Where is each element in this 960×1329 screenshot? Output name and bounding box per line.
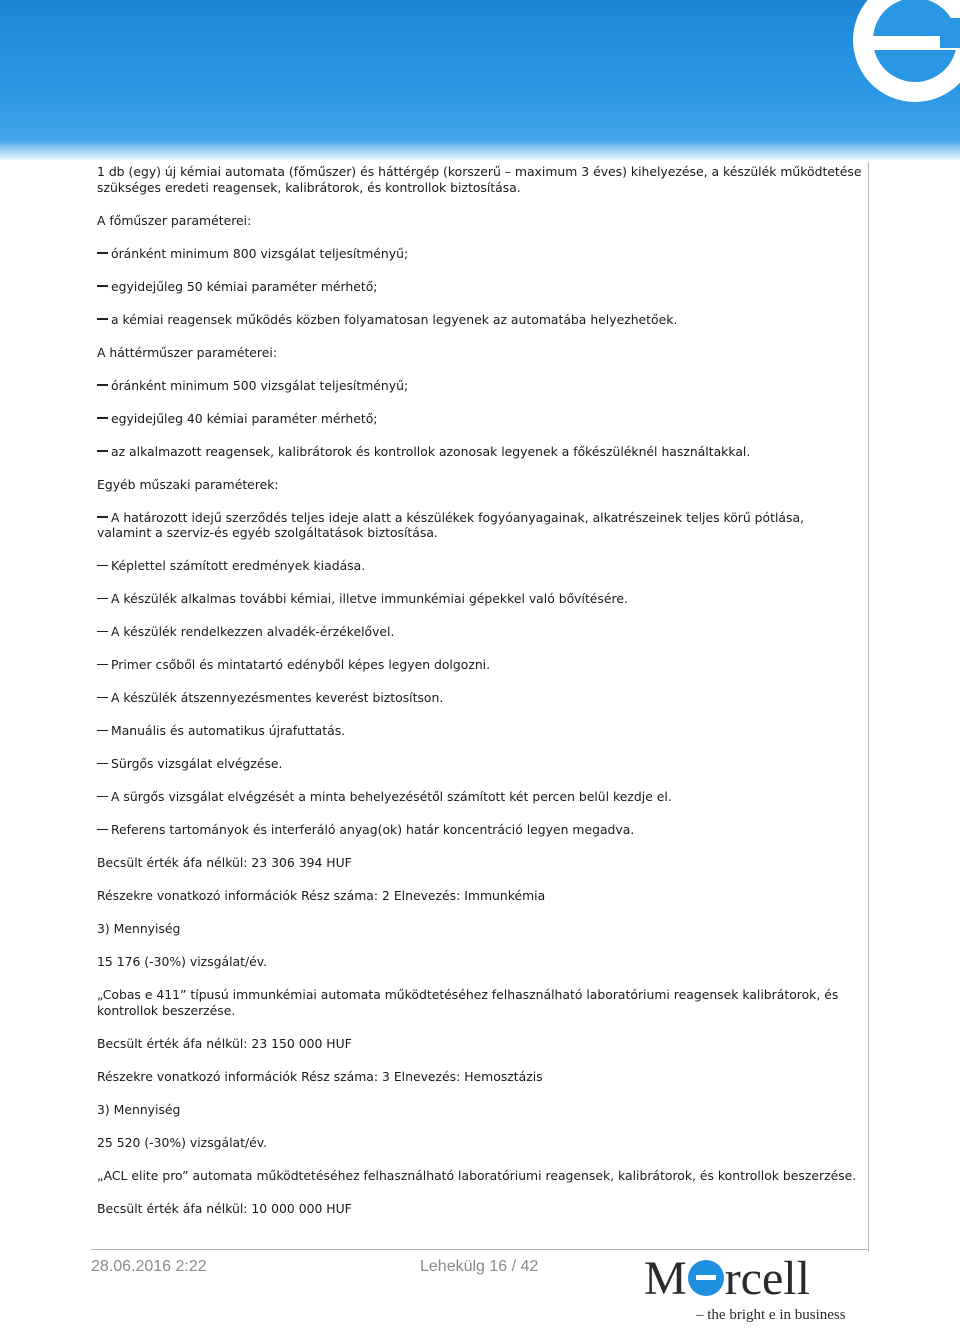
paragraph-text: 25 520 (-30%) vizsgálat/év.	[97, 1134, 268, 1150]
bullet-item	[97, 723, 862, 739]
bullet-item	[97, 510, 862, 541]
bullet-item	[97, 279, 862, 295]
dash-bullet-icon	[97, 796, 108, 798]
brand-wordmark: M rcell	[644, 1252, 810, 1305]
footer-page-number: Lehekülg 16 / 42	[420, 1258, 539, 1275]
bullet-item	[97, 756, 862, 772]
paragraph	[97, 1168, 862, 1184]
paragraph	[97, 345, 862, 361]
paragraph	[97, 855, 862, 871]
paragraph	[97, 1069, 862, 1085]
e-logo-icon	[810, 0, 960, 120]
paragraph-text: 15 176 (-30%) vizsgálat/év.	[97, 954, 268, 969]
paragraph-text: „ACL elite pro” automata működtetéséhez felhasználható laboratóriumi reagensek, kalibrátorok, és kontrollok beszerzése.	[97, 1167, 857, 1183]
paragraph-text: óránként minimum 800 vizsgálat teljesítményű;	[111, 245, 409, 261]
paragraph-text: A határozott idejű szerződés teljes ideje alatt a készülékek fogyóanyagainak, alkatrészeinek teljes körű pótlása, valamint a szerviz-és egyéb szolgáltatások biztosítása.	[97, 509, 805, 540]
paragraph-text: A készülék alkalmas további kémiai, illetve immunkémiai gépekkel való bővítésére.	[111, 591, 628, 606]
dash-bullet-icon	[97, 516, 108, 518]
bullet-item	[97, 246, 862, 262]
bullet-item	[97, 411, 862, 427]
dash-bullet-icon	[97, 631, 108, 633]
paragraph-text: „Cobas e 411” típusú immunkémiai automata működtetéséhez felhasználható laboratóriumi reagensek kalibrátorok, és kontrollok beszerzése.	[97, 987, 839, 1018]
paragraph	[97, 1135, 862, 1151]
paragraph-text: egyidejűleg 50 kémiai paraméter mérhető;	[111, 278, 378, 294]
paragraph-text: Sürgős vizsgálat elvégzése.	[111, 756, 283, 771]
paragraph-text: Becsült érték áfa nélkül: 23 306 394 HUF	[97, 855, 352, 870]
paragraph-text: a kémiai reagensek működés közben folyamatosan legyenek az automatába helyezhetőek.	[111, 311, 678, 327]
footer-date: 28.06.2016 2:22	[91, 1258, 207, 1275]
paragraph-text: Egyéb műszaki paraméterek:	[97, 476, 279, 492]
paragraph-text: Részekre vonatkozó információk Rész száma: 3 Elnevezés: Hemosztázis	[97, 1068, 543, 1084]
bullet-item	[97, 624, 862, 640]
right-margin-rule	[868, 162, 869, 1252]
paragraph-text: A sürgős vizsgálat elvégzését a minta behelyezésétől számított két percen belül kezdje el.	[111, 789, 672, 804]
dash-bullet-icon	[97, 598, 108, 600]
dash-bullet-icon	[97, 417, 108, 419]
paragraph-text: az alkalmazott reagensek, kalibrátorok és kontrollok azonosak legyenek a főkészüléknél használtakkal.	[111, 443, 751, 459]
paragraph-text: Becsült érték áfa nélkül: 10 000 000 HUF	[97, 1200, 352, 1216]
paragraph-text: Manuális és automatikus újrafuttatás.	[111, 723, 346, 738]
paragraph-text: Részekre vonatkozó információk Rész száma: 2 Elnevezés: Immunkémia	[97, 888, 546, 903]
paragraph-text: 3) Mennyiség	[97, 921, 181, 936]
paragraph	[97, 1102, 862, 1118]
paragraph	[97, 954, 862, 970]
paragraph-text: A készülék rendelkezzen alvadék-érzékelővel.	[111, 624, 395, 639]
bullet-item	[97, 822, 862, 838]
bullet-item	[97, 591, 862, 607]
bullet-item	[97, 378, 862, 394]
dash-bullet-icon	[97, 565, 108, 567]
paragraph-text: Referens tartományok és interferáló anyag(ok) határ koncentráció legyen megadva.	[111, 822, 635, 837]
paragraph	[97, 477, 862, 493]
paragraph	[97, 1036, 862, 1052]
paragraph-text: A főműszer paraméterei:	[97, 212, 252, 228]
bullet-item	[97, 657, 862, 673]
paragraph-text: Képlettel számított eredmények kiadása.	[111, 558, 366, 573]
paragraph	[97, 987, 862, 1018]
paragraph	[97, 164, 862, 195]
dash-bullet-icon	[97, 252, 108, 254]
paragraph-text: A készülék átszennyezésmentes keverést biztosítson.	[111, 690, 444, 705]
header-banner	[0, 0, 960, 160]
document-body	[97, 164, 862, 1234]
paragraph-text: óránként minimum 500 vizsgálat teljesítményű;	[111, 377, 409, 393]
bullet-item	[97, 789, 862, 805]
dash-bullet-icon	[97, 384, 108, 386]
bullet-item	[97, 312, 862, 328]
dash-bullet-icon	[97, 730, 108, 732]
dash-bullet-icon	[97, 450, 108, 452]
brand-logo	[644, 1253, 868, 1329]
dash-bullet-icon	[97, 285, 108, 287]
bullet-item	[97, 690, 862, 706]
dash-bullet-icon	[97, 697, 108, 699]
footer-divider	[91, 1249, 869, 1250]
paragraph-text: 1 db (egy) új kémiai automata (főműszer) és háttérgép (korszerű – maximum 3 éves) kihelyezése, a készülék működtetése szükséges eredeti reagensek, kalibrátorok, és kontrollok biztosítása.	[97, 164, 862, 195]
paragraph-text: egyidejűleg 40 kémiai paraméter mérhető;	[111, 410, 378, 426]
paragraph-text: Primer csőből és mintatartó edényből képes legyen dolgozni.	[111, 657, 491, 672]
dash-bullet-icon	[97, 829, 108, 831]
paragraph	[97, 921, 862, 937]
bullet-item	[97, 558, 862, 574]
paragraph-text: Becsült érték áfa nélkül: 23 150 000 HUF	[97, 1035, 352, 1051]
paragraph-text: 3) Mennyiség	[97, 1101, 181, 1117]
dash-bullet-icon	[97, 318, 108, 320]
paragraph-text: A háttérműszer paraméterei:	[97, 344, 277, 360]
paragraph	[97, 213, 862, 229]
paragraph	[97, 888, 862, 904]
paragraph	[97, 1201, 862, 1217]
dash-bullet-icon	[97, 664, 108, 666]
brand-e-icon	[688, 1260, 724, 1296]
dash-bullet-icon	[97, 763, 108, 765]
bullet-item	[97, 444, 862, 460]
brand-tagline: – the bright e in business	[696, 1307, 846, 1323]
